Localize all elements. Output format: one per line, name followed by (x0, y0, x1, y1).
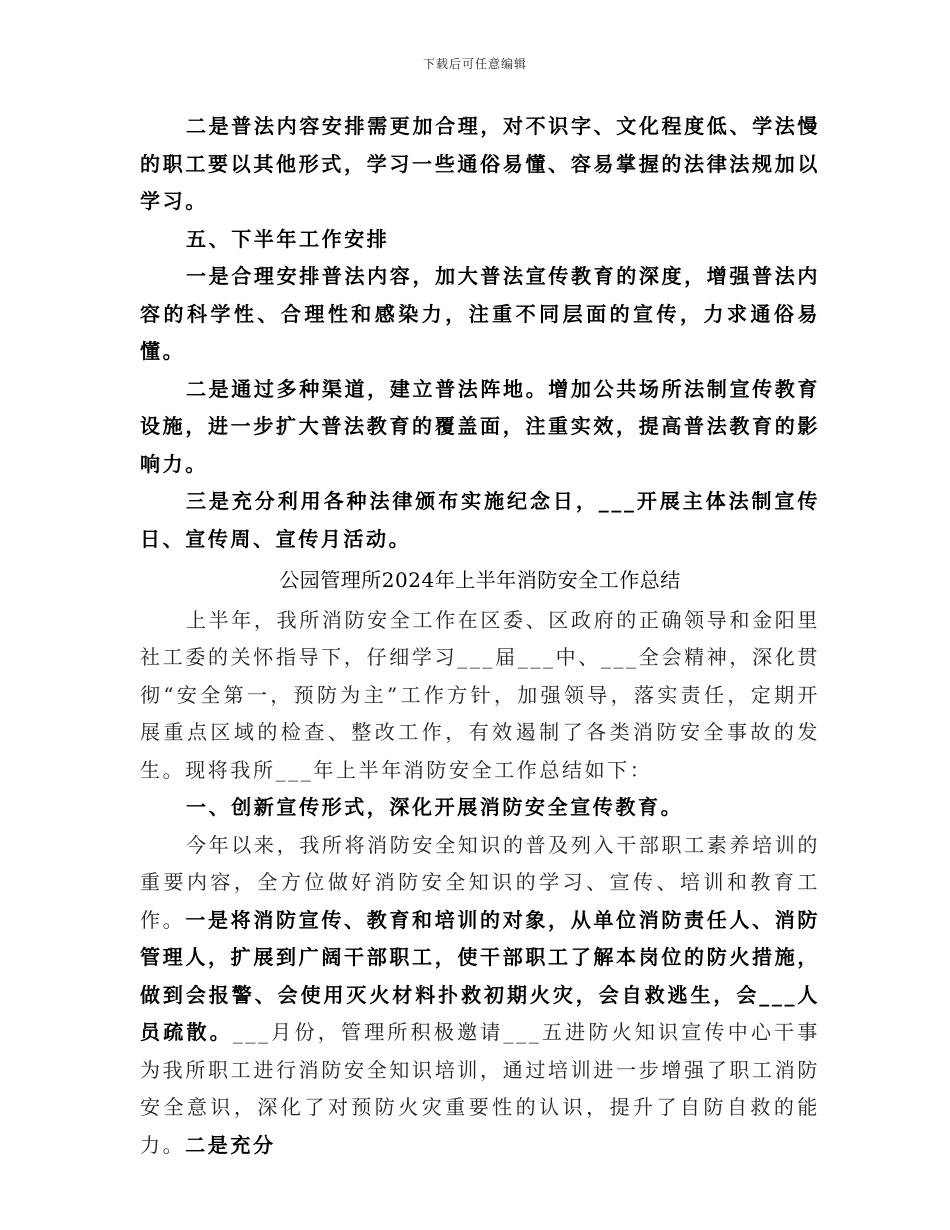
document-title: 公园管理所2024年上半年消防安全工作总结 (279, 568, 681, 592)
paragraph-arrangement-2: 二是通过多种渠道，建立普法阵地。增加公共场所法制宣传教育设施，进一步扩大普法教育的覆盖面，注重实效，提高普法教育的影响力。 (140, 376, 820, 476)
paragraph-legal-content: 二是普法内容安排需更加合理，对不识字、文化程度低、学法慢的职工要以其他形式，学习一些通俗易懂、容易掌握的法律法规加以学习。 (140, 114, 820, 213)
paragraph-arrangement-3: 三是充分利用各种法律颁布实施纪念日，___开展主体法制宣传日、宣传周、宣传月活动。 (140, 489, 820, 551)
publicity-intro-text: 今年以来，我所将消防安全知识的普及列入干部职工素养培训的重要内容，全方位做好消防安全知识的学习、宣传、培训和教育工作。 (140, 832, 820, 932)
document-body (140, 108, 820, 1164)
section-heading-publicity: 一、创新宣传形式，深化开展消防安全宣传教育。 (186, 795, 684, 819)
page-header: 下载后可任意编辑 (422, 57, 527, 71)
publicity-point-1: 一是将消防宣传、教育和培训的对象，从单位消防责任人、消防管理人，扩展到广阔干部职工，使干部职工了解本岗位的防火措施，做到会报警、会使用灭火材料扑救初期火灾，会自救逃生，会___人员疏散。 (140, 907, 820, 1044)
paragraph-arrangement-1: 一是合理安排普法内容，加大普法宣传教育的深度，增强普法内容的科学性、合理性和感染力，注重不同层面的宣传，力求通俗易懂。 (140, 264, 820, 363)
publicity-training-text: ___月份，管理所积极邀请___五进防火知识宣传中心干事为我所职工进行消防安全知识培训，通过培训进一步增强了职工消防安全意识，深化了对预防火灾重要性的认识，提升了自防自救的能力。 (140, 1020, 820, 1157)
section-heading-second-half: 五、下半年工作安排 (186, 226, 390, 251)
paragraph-intro: 上半年，我所消防安全工作在区委、区政府的正确领导和金阳里社工委的关怀指导下，仔细学习___届___中、___全会精神，深化贯彻“安全第一，预防为主”工作方针，加强领导，落实责任，定期开展重点区域的检查、整改工作，有效遏制了各类消防安全事故的发生。现将我所___年上半年消防安全工作总结如下： (140, 607, 820, 782)
paragraph-publicity-intro (140, 827, 820, 1165)
publicity-point-2-start: 二是充分 (185, 1132, 276, 1157)
